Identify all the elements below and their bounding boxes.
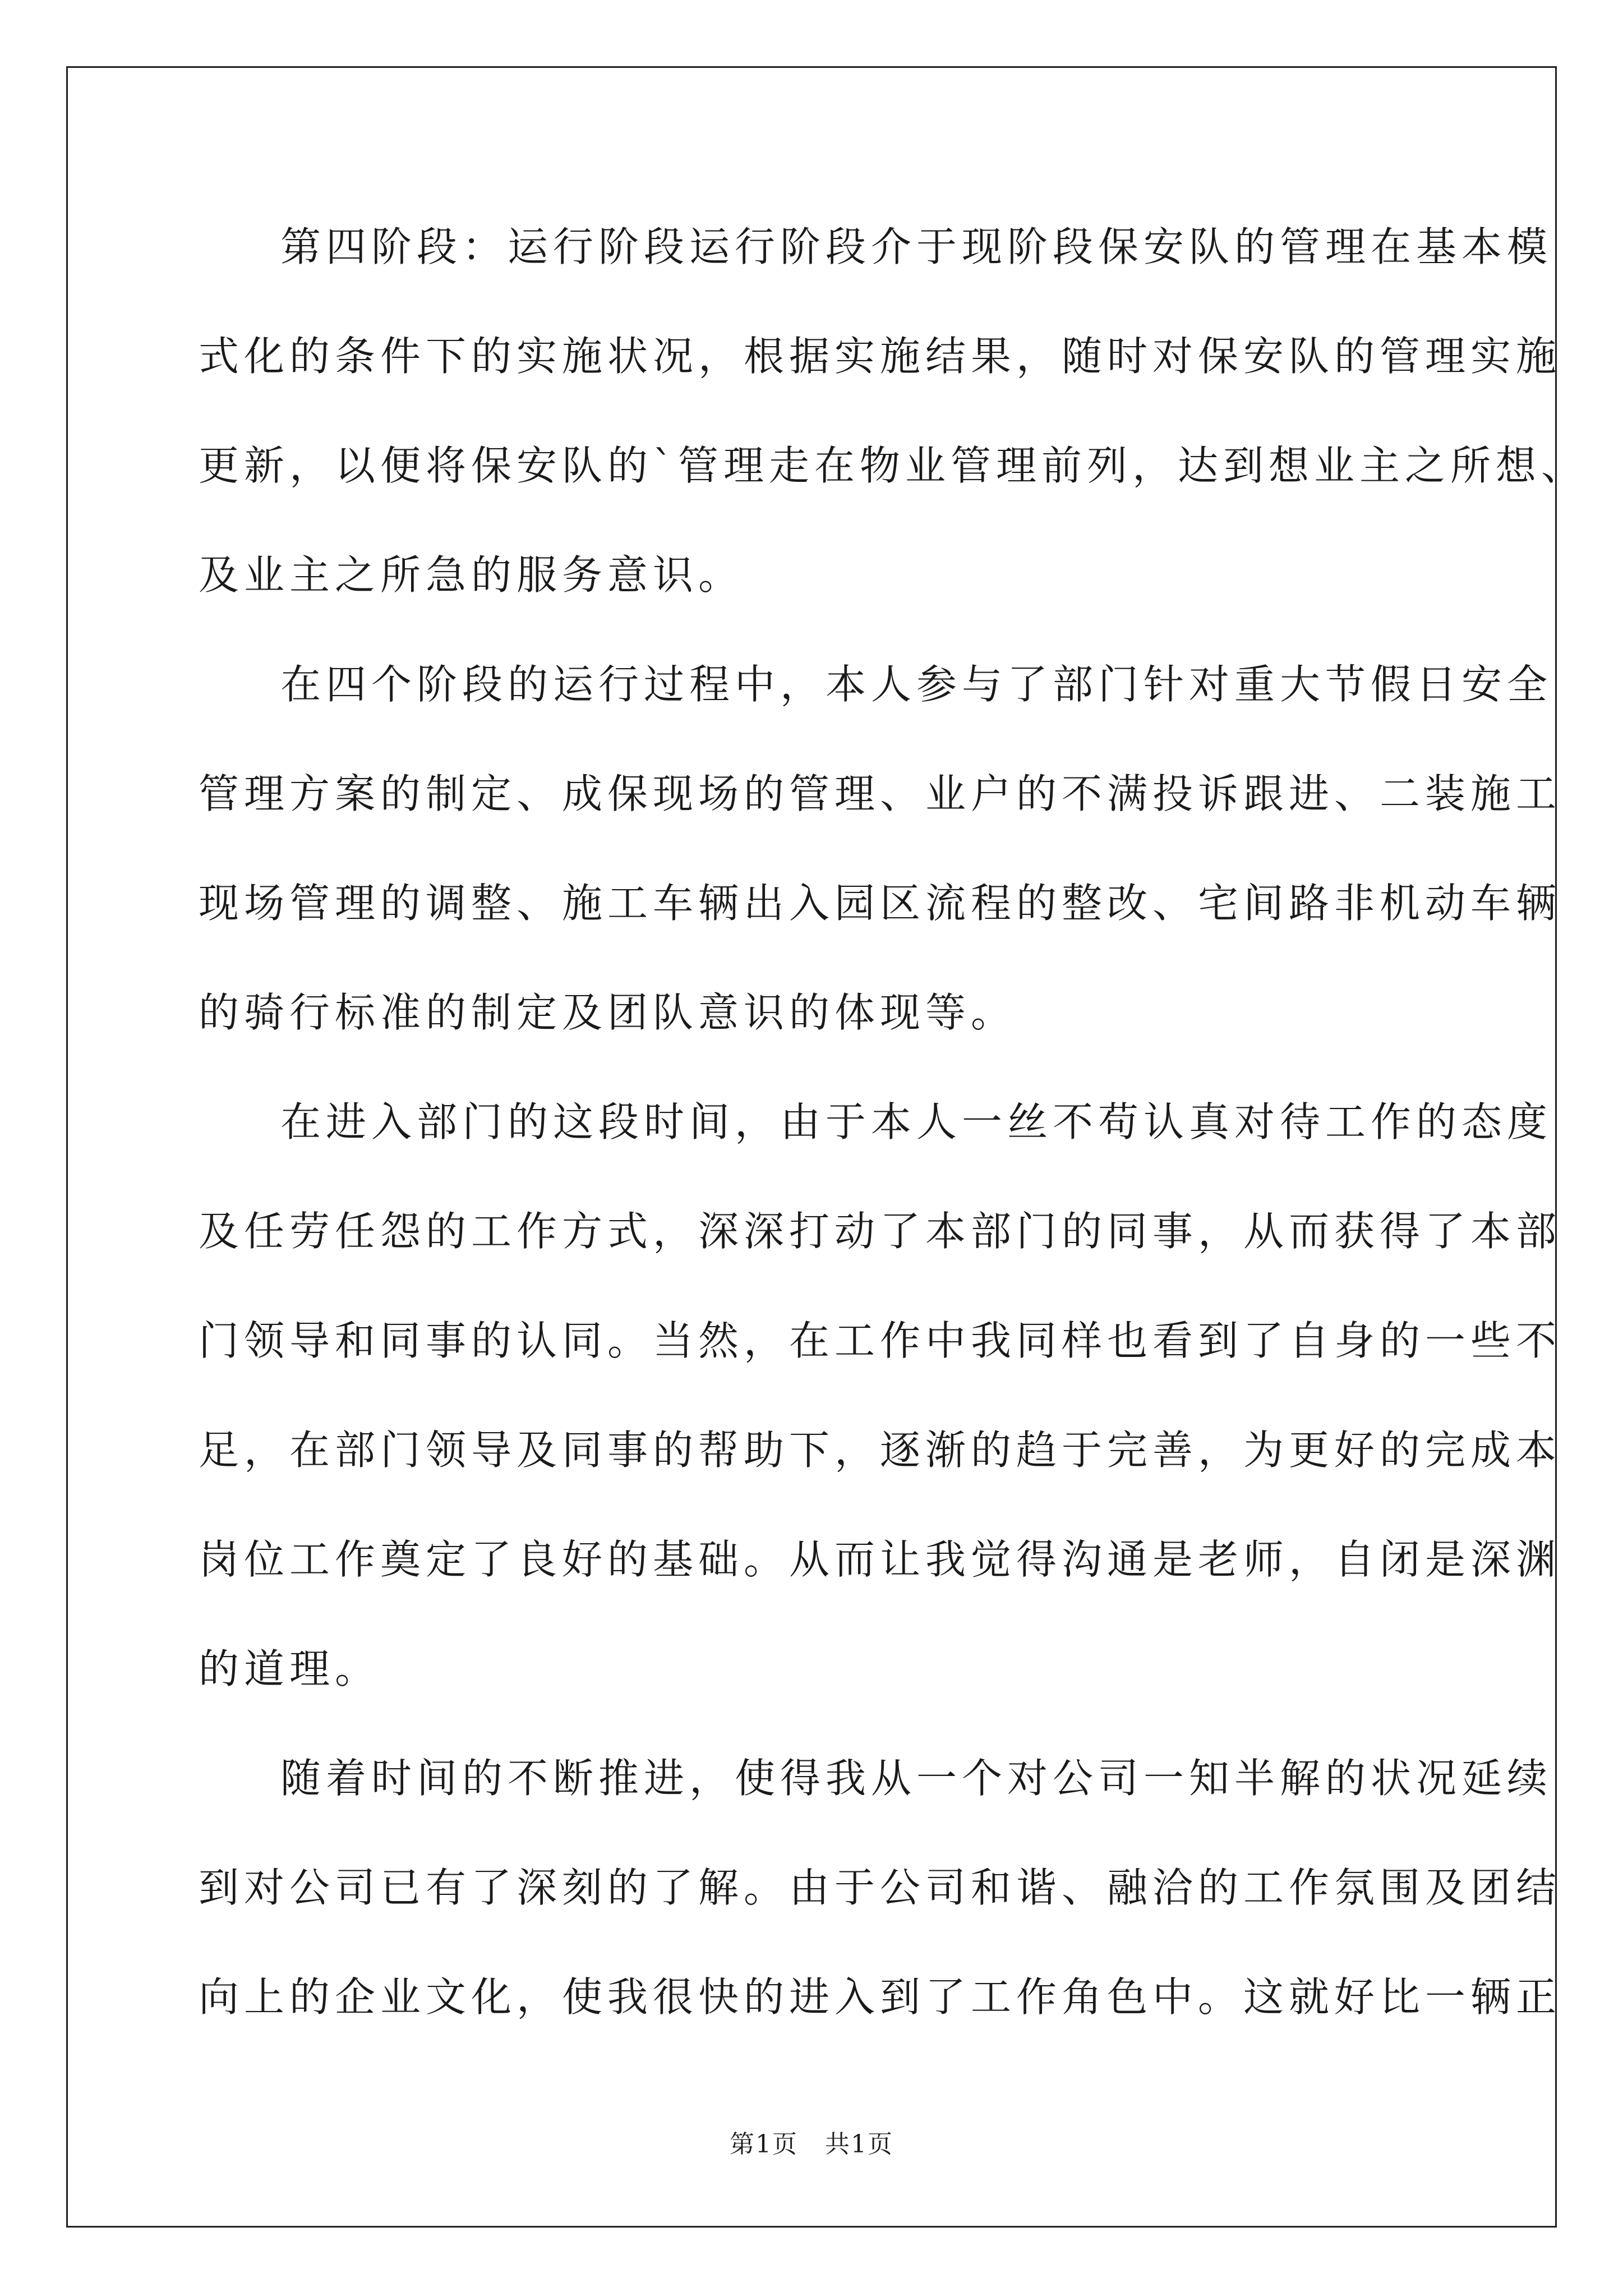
text-line: 随着时间的不断推进，使得我从一个对公司一知半解的状况延续 (280, 1755, 1553, 1802)
text-line: 在进入部门的这段时间，由于本人一丝不苟认真对待工作的态度 (280, 1098, 1553, 1145)
text-line: 更新，以便将保安队的`管理走在物业管理前列，达到想业主之所想、 (199, 442, 1587, 489)
text-line: 在四个阶段的运行过程中，本人参与了部门针对重大节假日安全 (280, 661, 1553, 708)
text-line: 到对公司已有了深刻的了解。由于公司和谐、融洽的工作氛围及团结 (199, 1864, 1562, 1911)
text-line: 的道理。 (199, 1645, 381, 1692)
page-number-footer: 第1页 共1页 (730, 2130, 893, 2159)
text-line: 的骑行标准的制定及团队意识的体现等。 (199, 989, 1017, 1036)
text-line: 现场管理的调整、施工车辆出入园区流程的整改、宅间路非机动车辆 (199, 880, 1562, 927)
text-line: 管理方案的制定、成保现场的管理、业户的不满投诉跟进、二装施工 (199, 770, 1562, 817)
text-line: 门领导和同事的认同。当然，在工作中我同样也看到了自身的一些不 (199, 1317, 1562, 1364)
text-line: 岗位工作奠定了良好的基础。从而让我觉得沟通是老师，自闭是深渊 (199, 1536, 1562, 1583)
text-line: 及业主之所急的服务意识。 (199, 551, 744, 599)
text-line: 第四阶段：运行阶段运行阶段介于现阶段保安队的管理在基本模 (280, 223, 1553, 270)
text-line: 式化的条件下的实施状况，根据实施结果，随时对保安队的管理实施 (199, 333, 1562, 380)
text-line: 足，在部门领导及同事的帮助下，逐渐的趋于完善，为更好的完成本 (199, 1427, 1562, 1474)
document-body (199, 219, 1587, 2078)
text-line: 及任劳任怨的工作方式，深深打动了本部门的同事，从而获得了本部 (199, 1208, 1562, 1255)
text-line: 向上的企业文化，使我很快的进入到了工作角色中。这就好比一辆正 (199, 1973, 1562, 2021)
